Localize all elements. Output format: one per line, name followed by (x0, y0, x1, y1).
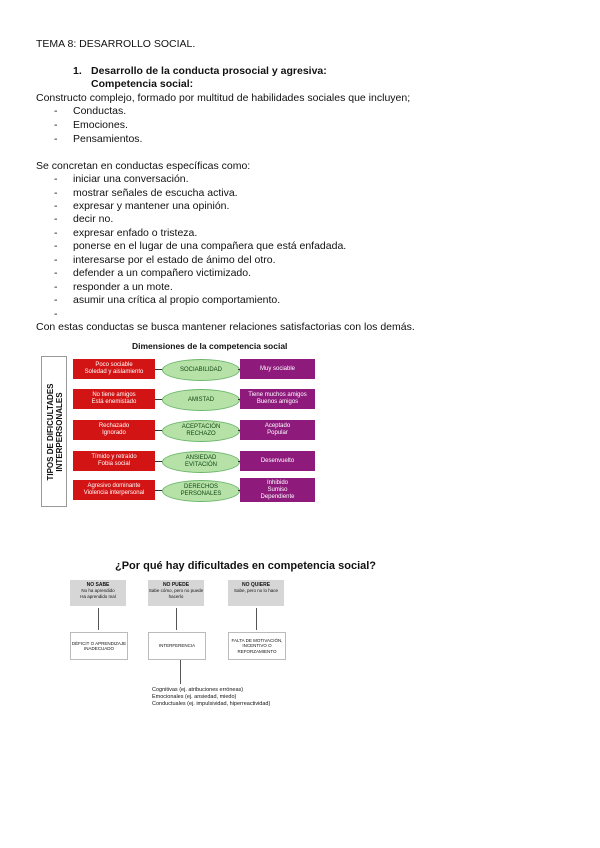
arrow-line (176, 608, 177, 630)
connector-line (155, 461, 162, 462)
competence-box: Desenvuelto (240, 451, 315, 471)
competence-box: Aceptado Popular (240, 420, 315, 440)
list-item: iniciar una conversación. (73, 173, 189, 185)
list-item: defender a un compañero victimizado. (73, 267, 252, 279)
cause-item: Emocionales (ej. ansiedad, miedo) (152, 694, 237, 700)
connector-line (155, 490, 162, 491)
dimension-ellipse: SOCIABILIDAD (162, 359, 240, 381)
reason-heading: NO PUEDE (162, 582, 190, 588)
side-label: TIPOS DE DIFICULTADES INTERPERSONALES (46, 383, 64, 481)
connector-line (238, 430, 240, 431)
connector-line (238, 490, 240, 491)
reason-description: Sabe cómo, pero no puede hacerlo (148, 588, 204, 599)
list-item: decir no. (73, 213, 114, 225)
list-item: Conductas. (73, 105, 127, 117)
reason-description: No ha aprendido Ha aprendido mal (80, 588, 116, 599)
arrow-line (180, 660, 181, 684)
document-header: TEMA 8: DESARROLLO SOCIAL. (36, 38, 196, 50)
section-number: 1. (73, 65, 82, 77)
dimension-ellipse: ACEPTACIÓN RECHAZO (162, 420, 240, 442)
result-box: DÉFICIT O APRENDIZAJE INADECUADO (70, 632, 128, 660)
intro-text: Constructo complejo, formado por multitud de habilidades sociales que incluyen; (36, 92, 411, 104)
reason-box (70, 580, 126, 606)
connector-line (238, 369, 240, 370)
reason-box (148, 580, 204, 606)
difficulty-box: Poco sociable Soledad y aislamiento (73, 359, 155, 379)
diagram-title: ¿Por qué hay dificultades en competencia social? (115, 560, 377, 572)
diagram-title: Dimensiones de la competencia social (132, 341, 288, 351)
difficulty-box: Agresivo dominante Violencia interpersonal (73, 480, 155, 500)
competence-box: Tiene muchos amigos Buenos amigos (240, 389, 315, 409)
reason-box (228, 580, 284, 606)
section-subtitle: Competencia social: (91, 78, 194, 90)
reason-description: Sabe, pero no lo hace (233, 588, 279, 593)
competence-box: Inhibido Sumiso Dependiente (240, 478, 315, 502)
competence-box: Muy sociable (240, 359, 315, 379)
social-competence-dimensions-diagram (36, 338, 326, 508)
reason-heading: NO QUIERE (241, 582, 271, 588)
connector-line (238, 461, 240, 462)
list-item: Pensamientos. (73, 133, 143, 145)
dimension-ellipse: DERECHOS PERSONALES (162, 480, 240, 502)
difficulty-box: No tiene amigos Está enemistado (73, 389, 155, 409)
connector-line (155, 369, 162, 370)
list-item: interesarse por el estado de ánimo del otro. (73, 254, 276, 266)
reason-heading: NO SABE (86, 582, 110, 588)
dimension-ellipse: ANSIEDAD EVITACIÓN (162, 451, 240, 473)
difficulties-diagram (60, 556, 377, 716)
cause-item: Cognitivas (ej. atribuciones erróneas) (152, 687, 244, 693)
result-box: FALTA DE MOTIVACIÓN, INCENTIVO O REFORZAMIENTO (228, 632, 286, 660)
list-item: mostrar señales de escucha activa. (73, 187, 238, 199)
list-item: expresar enfado o tristeza. (73, 227, 198, 239)
cause-item: Conductuales (ej. impulsividad, hiperreactividad) (152, 701, 271, 707)
arrow-line (256, 608, 257, 630)
connector-line (155, 399, 162, 400)
list-item: Emociones. (73, 119, 128, 131)
arrow-line (98, 608, 99, 630)
causes-list (152, 687, 270, 708)
dimension-ellipse: AMISTAD (162, 389, 240, 411)
difficulty-box: Tímido y retraído Fobia social (73, 451, 155, 471)
connector-line (238, 399, 240, 400)
list-item: expresar y mantener una opinión. (73, 200, 230, 212)
connector-line (155, 430, 162, 431)
section-title: Desarrollo de la conducta prosocial y agresiva: (91, 65, 327, 77)
list-item: responder a un mote. (73, 281, 173, 293)
difficulty-box: Rechazado Ignorado (73, 420, 155, 440)
conclusion-text: Con estas conductas se busca mantener relaciones satisfactorias con los demás. (36, 321, 415, 333)
side-label-box (41, 356, 67, 507)
result-box: INTERFERENCIA (148, 632, 206, 660)
behaviors-intro: Se concretan en conductas específicas como: (36, 160, 251, 172)
list-item: ponerse en el lugar de una compañera que está enfadada. (73, 240, 347, 252)
list-item: asumir una crítica al propio comportamiento. (73, 294, 281, 306)
